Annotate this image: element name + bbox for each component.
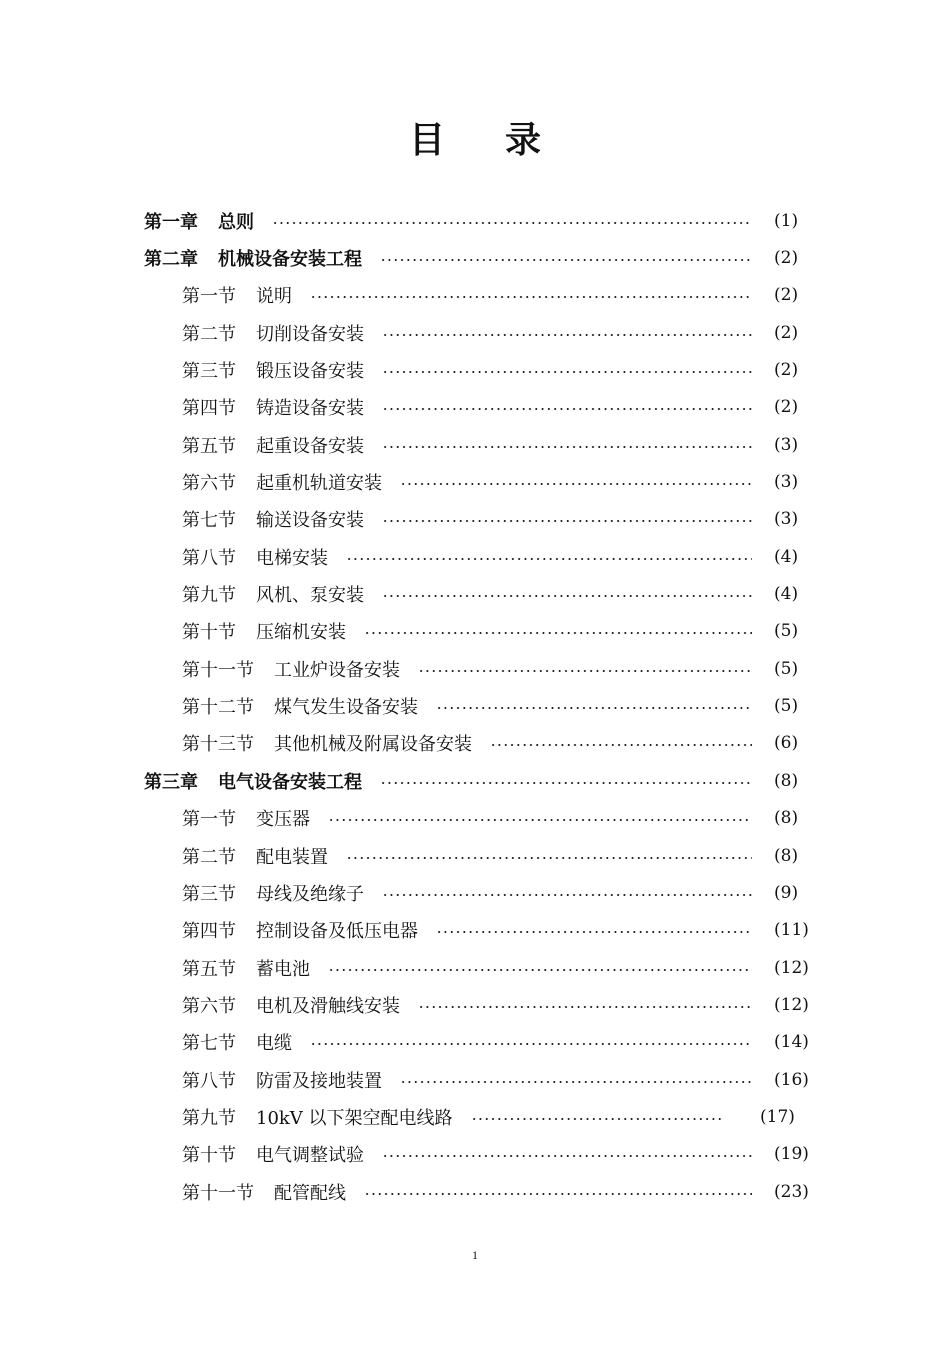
toc-entry-title: 机械设备安装工程 [218,249,362,271]
toc-entry-page: (23) [774,1181,809,1202]
toc-entry-title: 说明 [256,286,292,308]
table-of-contents [0,202,950,1210]
toc-entry-page: (8) [774,845,799,866]
dot-leader [346,857,752,859]
toc-entry-number: 第十一节 [182,659,254,681]
toc-entry-page: (16) [774,1069,809,1090]
page-title: 目录 [408,119,601,161]
toc-section-entry[interactable] [0,800,950,837]
dot-leader [364,1193,752,1195]
toc-section-entry[interactable] [0,650,950,687]
toc-entry-title: 起重设备安装 [256,435,364,457]
toc-entry-page: (3) [774,434,799,455]
dot-leader [328,969,752,971]
toc-section-entry[interactable] [0,1024,950,1061]
toc-entry-page: (2) [774,360,799,381]
dot-leader [418,670,752,672]
toc-entry-number: 第十二节 [182,697,254,719]
toc-section-entry[interactable] [0,351,950,388]
toc-entry-page: (12) [774,957,809,978]
toc-entry-number: 第三章 [144,771,198,793]
toc-section-entry[interactable] [0,426,950,463]
toc-entry-page: (9) [774,882,799,903]
dot-leader [380,782,752,784]
toc-entry-number: 第九节 [182,585,236,607]
toc-section-entry[interactable] [0,538,950,575]
toc-entry-number: 第十一节 [182,1182,254,1204]
toc-entry-title: 压缩机安装 [256,622,346,644]
dot-leader [310,296,752,298]
toc-section-entry[interactable] [0,389,950,426]
toc-section-entry[interactable] [0,1098,950,1135]
toc-entry-title: 电缆 [256,1033,292,1055]
toc-entry-number: 第五节 [182,958,236,980]
toc-entry-number: 第五节 [182,435,236,457]
dot-leader [382,334,752,336]
toc-section-entry[interactable] [0,575,950,612]
dot-leader [471,1118,724,1120]
toc-entry-page: (11) [774,920,809,941]
toc-entry-number: 第九节 [182,1107,236,1129]
toc-entry-number: 第四节 [182,921,236,943]
dot-leader [272,222,752,224]
toc-entry-page: (5) [774,621,799,642]
dot-leader [364,632,752,634]
toc-entry-page: (2) [774,248,799,269]
toc-section-entry[interactable] [0,1136,950,1173]
toc-entry-title: 蓄电池 [256,958,310,980]
toc-entry-page: (2) [774,285,799,306]
toc-entry-page: (2) [774,322,799,343]
toc-entry-title: 煤气发生设备安装 [274,697,418,719]
toc-entry-number: 第十节 [182,622,236,644]
toc-entry-title: 电气设备安装工程 [218,771,362,793]
toc-entry-page: (12) [774,994,809,1015]
toc-section-entry[interactable] [0,986,950,1023]
toc-entry-page: (14) [774,1032,809,1053]
toc-entry-number: 第八节 [182,1070,236,1092]
toc-section-entry[interactable] [0,837,950,874]
toc-entry-page: (4) [774,584,799,605]
toc-entry-number: 第二节 [182,323,236,345]
toc-entry-number: 第二章 [144,249,198,271]
toc-entry-title: 其他机械及附属设备安装 [274,734,472,756]
dot-leader [380,259,752,261]
toc-entry-page: (3) [774,472,799,493]
toc-section-entry[interactable] [0,314,950,351]
dot-leader [436,707,752,709]
toc-section-entry[interactable] [0,1173,950,1210]
toc-chapter-entry[interactable] [0,202,950,239]
dot-leader [382,371,752,373]
dot-leader [328,819,752,821]
toc-entry-page: (17) [760,1106,795,1127]
toc-entry-title: 切削设备安装 [256,323,364,345]
toc-entry-page: (8) [774,808,799,829]
dot-leader [346,558,752,560]
toc-entry-page: (2) [774,397,799,418]
toc-entry-title: 电梯安装 [256,547,328,569]
toc-entry-title: 电气调整试验 [256,1145,364,1167]
toc-entry-title: 配管配线 [274,1182,346,1204]
toc-entry-page: (1) [774,210,799,231]
toc-entry-title: 控制设备及低压电器 [256,921,418,943]
dot-leader [418,1006,752,1008]
toc-entry-number: 第十三节 [182,734,254,756]
toc-entry-title: 输送设备安装 [256,510,364,532]
toc-section-entry[interactable] [0,1061,950,1098]
toc-entry-number: 第七节 [182,510,236,532]
dot-leader [382,520,752,522]
toc-entry-page: (5) [774,696,799,717]
dot-leader [382,1155,752,1157]
toc-entry-title: 风机、泵安装 [256,585,364,607]
toc-entry-title: 配电装置 [256,846,328,868]
dot-leader [310,1043,752,1045]
dot-leader [490,744,752,746]
toc-section-entry[interactable] [0,687,950,724]
toc-chapter-entry[interactable] [0,239,950,276]
toc-entry-number: 第六节 [182,995,236,1017]
dot-leader [382,446,752,448]
toc-entry-number: 第十节 [182,1145,236,1167]
toc-entry-title: 变压器 [256,809,310,831]
toc-entry-number: 第一节 [182,809,236,831]
toc-entry-page: (4) [774,546,799,567]
toc-entry-title: 锻压设备安装 [256,361,364,383]
toc-entry-title: 铸造设备安装 [256,398,364,420]
toc-entry-number: 第七节 [182,1033,236,1055]
dot-leader [400,1081,752,1083]
dot-leader [382,595,752,597]
toc-section-entry[interactable] [0,463,950,500]
toc-entry-title: 防雷及接地装置 [256,1070,382,1092]
toc-entry-number: 第三节 [182,361,236,383]
toc-entry-title: 起重机轨道安装 [256,473,382,495]
toc-entry-title: 母线及绝缘子 [256,883,364,905]
toc-entry-number: 第八节 [182,547,236,569]
dot-leader [382,894,752,896]
toc-section-entry[interactable] [0,725,950,762]
toc-entry-page: (5) [774,658,799,679]
toc-entry-page: (8) [774,770,799,791]
page-number: 1 [472,1248,478,1262]
toc-section-entry[interactable] [0,613,950,650]
toc-section-entry[interactable] [0,501,950,538]
toc-section-entry[interactable] [0,874,950,911]
toc-entry-title: 10kV 以下架空配电线路 [256,1107,453,1129]
toc-entry-number: 第一节 [182,286,236,308]
toc-entry-number: 第三节 [182,883,236,905]
toc-section-entry[interactable] [0,277,950,314]
toc-section-entry[interactable] [0,949,950,986]
toc-section-entry[interactable] [0,912,950,949]
toc-entry-number: 第一章 [144,211,198,233]
toc-entry-page: (3) [774,509,799,530]
toc-entry-title: 总则 [218,211,254,233]
dot-leader [382,408,752,410]
toc-chapter-entry[interactable] [0,762,950,799]
dot-leader [436,931,752,933]
toc-entry-number: 第二节 [182,846,236,868]
toc-entry-title: 电机及滑触线安装 [256,995,400,1017]
toc-entry-number: 第六节 [182,473,236,495]
dot-leader [400,483,752,485]
toc-entry-number: 第四节 [182,398,236,420]
toc-entry-title: 工业炉设备安装 [274,659,400,681]
toc-entry-page: (19) [774,1144,809,1165]
toc-entry-page: (6) [774,733,799,754]
